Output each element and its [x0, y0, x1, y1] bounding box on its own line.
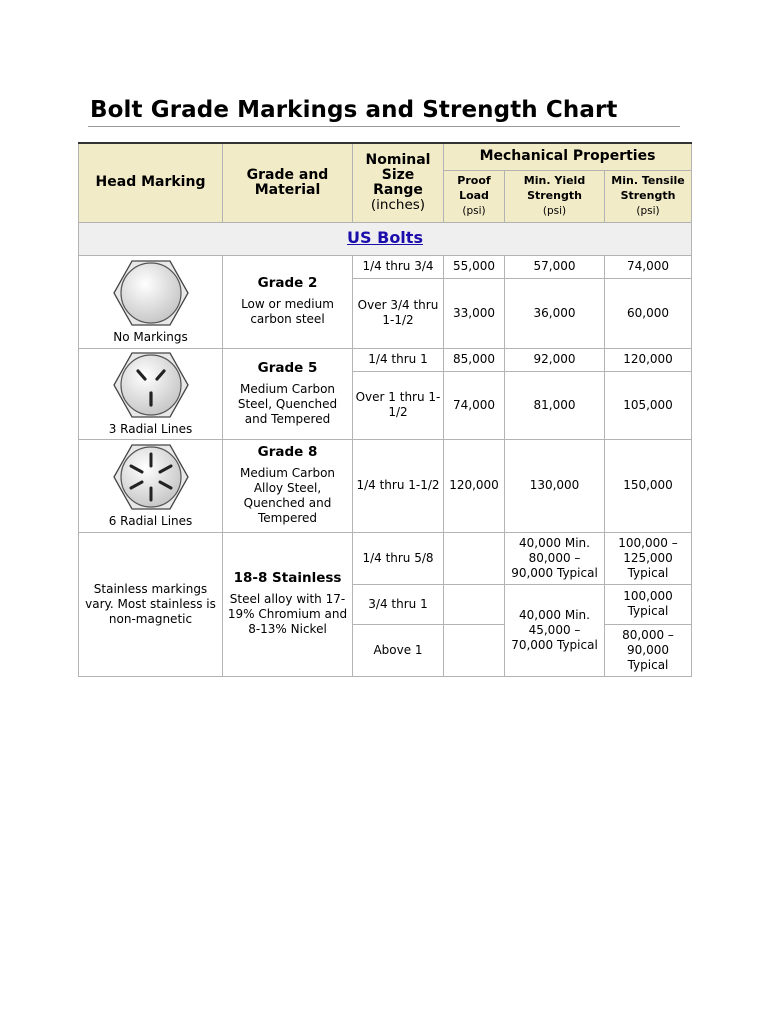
- min-yield-cell: 92,000: [505, 348, 605, 371]
- header-proof-load: [444, 170, 505, 222]
- section-cell: [79, 222, 692, 255]
- header-min-tensile-units: (psi): [636, 205, 660, 217]
- section-row: [79, 222, 692, 255]
- grade-material: Medium Carbon Steel, Quenched and Tempered: [237, 381, 338, 426]
- size-range-cell: 1/4 thru 1: [353, 348, 444, 371]
- proof-load-cell: [444, 624, 505, 676]
- min-yield-cell: 36,000: [505, 278, 605, 348]
- grade-name: Grade 8: [257, 444, 318, 460]
- min-tensile-cell: 150,000: [605, 439, 692, 532]
- size-range-cell: Over 3/4 thru 1-1/2: [353, 278, 444, 348]
- header-min-tensile-label: Min. Tensile Strength: [611, 174, 685, 202]
- min-yield-cell: 40,000 Min. 80,000 – 90,000 Typical: [505, 532, 605, 584]
- proof-load-cell: [444, 532, 505, 584]
- head-marking-caption: No Markings: [113, 330, 188, 344]
- proof-load-cell: 85,000: [444, 348, 505, 371]
- min-yield-cell: 130,000: [505, 439, 605, 532]
- min-yield-cell: 81,000: [505, 371, 605, 439]
- table-row: [79, 255, 692, 278]
- min-yield-cell: 40,000 Min. 45,000 – 70,000 Typical: [505, 584, 605, 676]
- proof-load-cell: 33,000: [444, 278, 505, 348]
- head-marking-note: Stainless markings vary. Most stainless is non-magnetic: [85, 581, 216, 626]
- size-range-cell: 1/4 thru 3/4: [353, 255, 444, 278]
- size-range-cell: Over 1 thru 1-1/2: [353, 371, 444, 439]
- hex-bolt-3-radial-lines-icon: [113, 350, 189, 420]
- head-marking-caption: 6 Radial Lines: [108, 514, 193, 528]
- grade-name: Grade 5: [257, 359, 318, 376]
- grade-material: Low or medium carbon steel: [241, 297, 334, 326]
- min-tensile-cell: 100,000 Typical: [605, 584, 692, 624]
- hex-bolt-6-radial-lines-icon: [113, 442, 189, 512]
- header-mechanical-properties: Mechanical Properties: [444, 143, 692, 170]
- title-divider: [88, 126, 680, 127]
- proof-load-cell: 74,000: [444, 371, 505, 439]
- head-marking-cell: [79, 348, 223, 439]
- min-tensile-cell: 105,000: [605, 371, 692, 439]
- size-range-cell: Above 1: [353, 624, 444, 676]
- proof-load-cell: [444, 584, 505, 624]
- hex-bolt-no-markings-icon: [113, 258, 189, 328]
- head-marking-cell: [79, 255, 223, 348]
- grade-material-cell: [223, 348, 353, 439]
- header-min-yield: [505, 170, 605, 222]
- grade-name: Grade 2: [257, 275, 318, 291]
- min-tensile-cell: 80,000 – 90,000 Typical: [605, 624, 692, 676]
- head-marking-cell: [79, 532, 223, 676]
- grade-material-cell: [223, 255, 353, 348]
- header-min-tensile: [605, 170, 692, 222]
- size-range-cell: 1/4 thru 1-1/2: [353, 439, 444, 532]
- us-bolts-link[interactable]: US Bolts: [347, 228, 423, 247]
- size-range-cell: 1/4 thru 5/8: [353, 532, 444, 584]
- table-row: [79, 348, 692, 371]
- table-header-row: [79, 143, 692, 170]
- header-min-yield-units: (psi): [542, 205, 567, 217]
- header-head-marking: Head Marking: [79, 143, 223, 222]
- min-tensile-cell: 60,000: [605, 278, 692, 348]
- grade-material: Steel alloy with 17-19% Chromium and 8-13% Nickel: [227, 592, 348, 636]
- proof-load-cell: 55,000: [444, 255, 505, 278]
- header-min-yield-label: Min. Yield Strength: [523, 174, 586, 202]
- header-grade-material: [223, 143, 353, 222]
- bolt-grade-table: [78, 142, 692, 677]
- min-tensile-cell: 120,000: [605, 348, 692, 371]
- grade-name: 18-8 Stainless: [233, 570, 342, 586]
- head-marking-caption: 3 Radial Lines: [108, 422, 193, 436]
- size-range-cell: 3/4 thru 1: [353, 584, 444, 624]
- table-row: [79, 532, 692, 584]
- min-tensile-cell: 74,000: [605, 255, 692, 278]
- table-row: [79, 439, 692, 532]
- header-proof-load-units: (psi): [462, 205, 486, 217]
- header-nominal-units: (inches): [370, 196, 426, 213]
- proof-load-cell: 120,000: [444, 439, 505, 532]
- page-title: Bolt Grade Markings and Strength Chart: [90, 97, 618, 123]
- header-proof-load-label: Proof Load: [457, 174, 491, 202]
- head-marking-cell: [79, 439, 223, 532]
- header-nominal-size: [353, 143, 444, 222]
- grade-material-cell: [223, 439, 353, 532]
- min-yield-cell: 57,000: [505, 255, 605, 278]
- header-grade-material-label: Grade and Material: [246, 166, 329, 198]
- min-tensile-cell: 100,000 – 125,000 Typical: [605, 532, 692, 584]
- grade-material: Medium Carbon Alloy Steel, Quenched and Tempered: [239, 466, 336, 525]
- header-nominal-size-label: Nominal Size Range: [365, 151, 431, 198]
- grade-material-cell: [223, 532, 353, 676]
